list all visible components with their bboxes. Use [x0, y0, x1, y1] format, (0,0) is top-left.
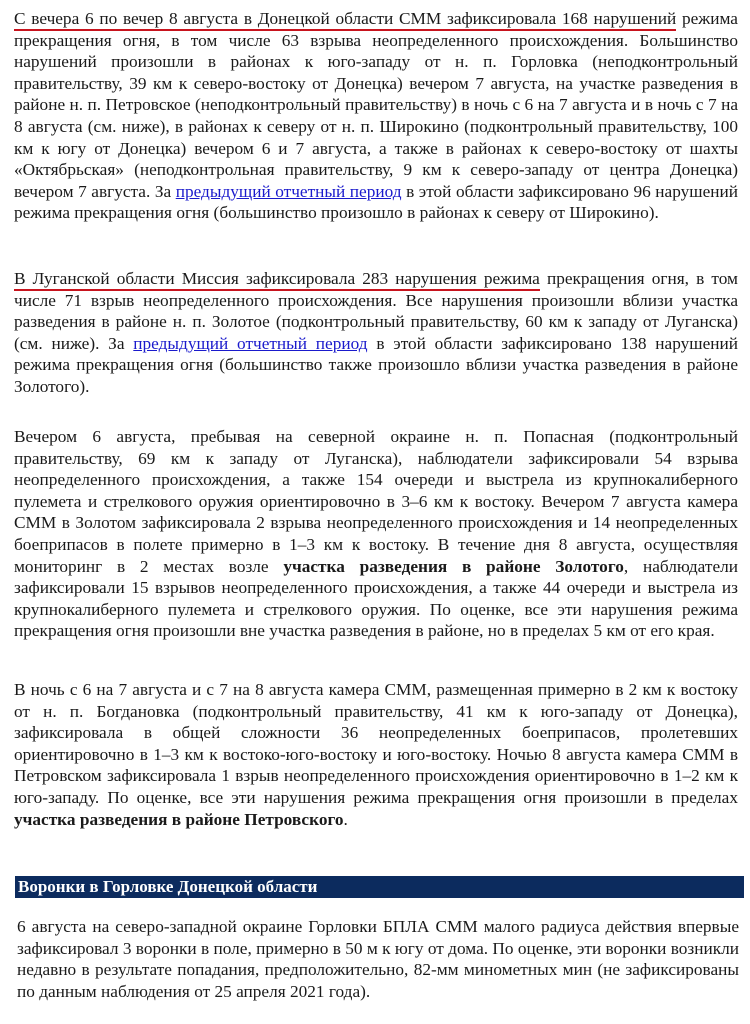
paragraph-text: в этой области зафиксировано 138 нарушений режима прекращения огня (большинство также произошло вблизи участка разведения в районе Золотого). — [14, 333, 738, 396]
paragraph-luhansk — [14, 268, 738, 398]
previous-period-link[interactable]: предыдущий отчетный период — [133, 333, 368, 353]
paragraph-text: В ночь с 6 на 7 августа и с 7 на 8 августа камера СММ, размещенная примерно в 2 км к востоку от н. п. Богдановка (подконтрольный правительству, 41 км к юго-западу от Донецка), зафиксировала в общей сложности 36 неопределенных боеприпасов, пролетевших ориентировочно в 1–3 км к востоко-юго-востоку и юго-востоку. Ночью 8 августа камера СММ в Петровском зафиксировала 1 взрыв неопределенного происхождения ориентировочно в 1–2 км к юго-западу. По оценке, все эти нарушения режима прекращения огня произошли в пределах — [14, 680, 738, 807]
paragraph-popasna — [14, 426, 738, 642]
paragraph-donetsk — [14, 8, 738, 224]
paragraph-text: режима прекращения огня, в том числе 63 взрыва неопределенного происхождения. Большинство нарушений произошли в районах к юго-западу от н. п. Горловка (неподконтрольный правительству, 39 км к северо-востоку от Донецка) вечером 7 августа, на участке разведения в районе н. п. Петровское (неподконтрольный правительству) в ночь с 6 на 7 августа и в ночь с 7 на 8 августа (см. ниже), в районах к северу от н. п. Широкино (подконтрольный правительству, 100 км к югу от Донецка) вечером 6 и 7 августа, а также в районах к северо-востоку от шахты «Октябрьская» (неподконтрольная правительству, 9 км к северо-западу от центра Донецка) вечером 7 августа. За — [14, 9, 738, 201]
section-heading: Воронки в Горловке Донецкой области — [15, 876, 744, 898]
highlighted-lead: В Луганской области Миссия зафиксировала 283 нарушения режима — [14, 269, 540, 291]
paragraph-text: , наблюдатели зафиксировали 15 взрывов неопределенного происхождения, а также 44 очереди и выстрела из крупнокалиберного пулемета и стрелкового оружия. По оценке, все эти нарушения режима прекращения огня произошли вне участка разведения в районе, но в пределах 5 км от его края. — [14, 556, 738, 641]
previous-period-link[interactable]: предыдущий отчетный период — [175, 181, 402, 201]
bold-text: участка разведения в районе Золотого — [283, 556, 624, 576]
paragraph-petrovske — [14, 679, 738, 830]
highlighted-lead: С вечера 6 по вечер 8 августа в Донецкой области СММ зафиксировала 168 нарушений — [14, 9, 676, 31]
paragraph-text: в этой области зафиксировано 96 нарушений режима прекращения огня (большинство произошло в районах к северу от Широкино). — [14, 181, 738, 223]
paragraph-horlivka — [17, 916, 739, 1002]
paragraph-text: 6 августа на северо-западной окраине Горловки БПЛА СММ малого радиуса действия впервые зафиксировал 3 воронки в поле, примерно в 50 м к югу от дома. По оценке, эти воронки возникли недавно в результате попадания, предположительно, 82-мм минометных мин (не зафиксированы по данным наблюдения от 25 апреля 2021 года). — [17, 917, 739, 1001]
bold-text: участка разведения в районе Петровского — [14, 809, 344, 829]
paragraph-text: прекращения огня, в том числе 71 взрыв неопределенного происхождения. Все нарушения произошли вблизи участка разведения в районе н. п. Золотое (подконтрольный правительству, 60 км к западу от Луганска) (см. ниже). За — [14, 269, 738, 353]
paragraph-text: Вечером 6 августа, пребывая на северной окраине н. п. Попасная (подконтрольный правительству, 69 км к западу от Луганска), наблюдатели зафиксировали 54 взрыва неопределенного происхождения, а также 154 очереди и выстрела из крупнокалиберного пулемета и стрелкового оружия ориентировочно в 3–6 км к востоку. Вечером 7 августа камера СММ в Золотом зафиксировала 2 взрыва неопределенного происхождения и 14 неопределенных боеприпасов в полете примерно в 1–3 км к востоку. В течение дня 8 августа, осуществляя мониторинг в 2 местах возле — [14, 427, 738, 576]
paragraph-text: . — [343, 809, 348, 829]
